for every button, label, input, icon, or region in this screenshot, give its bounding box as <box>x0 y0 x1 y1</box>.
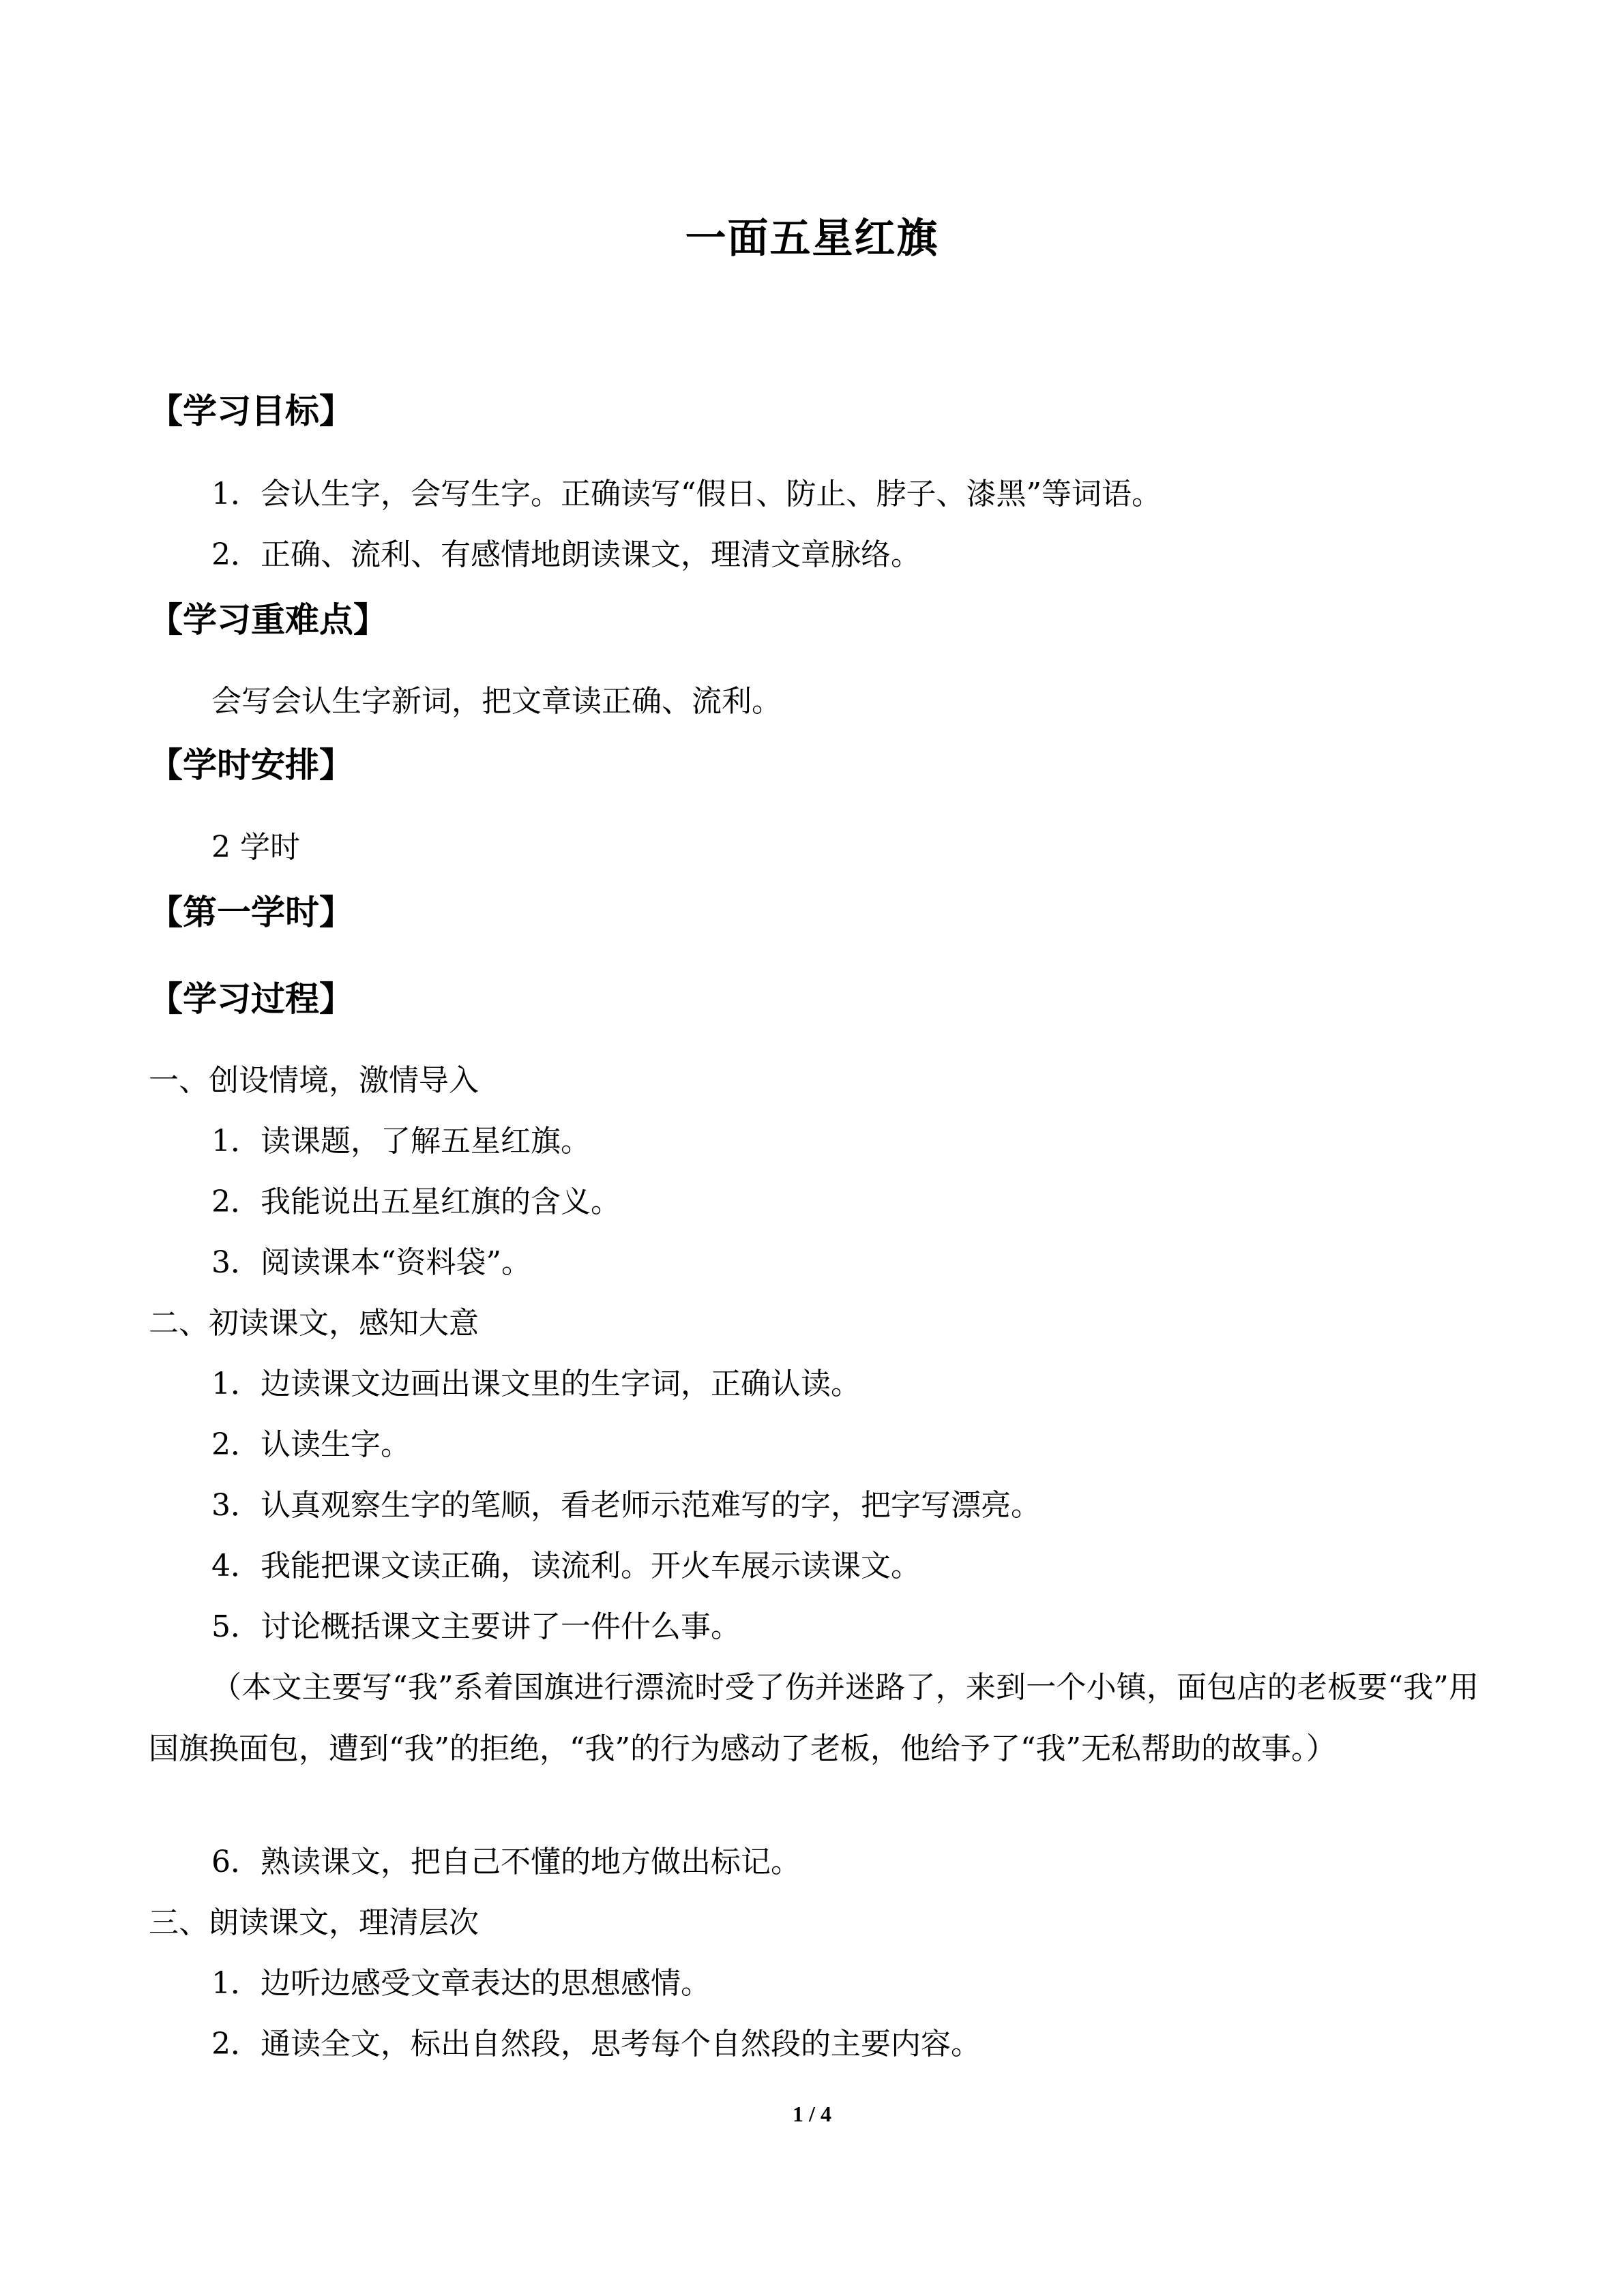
objective-item-1: 1．会认生字，会写生字。正确读写“假日、防止、脖子、漆黑”等词语。 <box>211 477 1162 511</box>
part3-item-1: 1．边听边感受文章表达的思想感情。 <box>211 1966 711 2001</box>
key-points-text: 会写会认生字新词，把文章读正确、流利。 <box>211 684 782 719</box>
part1-item-1: 1．读课题，了解五星红旗。 <box>211 1124 591 1159</box>
part2-item-3: 3．认真观察生字的笔顺，看老师示范难写的字，把字写漂亮。 <box>211 1488 1041 1523</box>
objective-item-2: 2．正确、流利、有感情地朗读课文，理清文章脉络。 <box>211 537 921 572</box>
document-title: 一面五星红旗 <box>685 215 939 263</box>
part3-item-2: 2．通读全文，标出自然段，思考每个自然段的主要内容。 <box>211 2027 981 2061</box>
process-part3-title: 三、朗读课文，理清层次 <box>149 1905 479 1940</box>
part2-summary-paragraph: （本文主要写“我”系着国旗进行漂流时受了伤并迷路了，来到一个小镇，面包店的老板要“我”用国旗换面包，遭到“我”的拒绝，“我”的行为感动了老板，他给予了“我”无私帮助的故事。） <box>149 1670 1479 1766</box>
part2-item-1: 1．边读课文边画出课文里的生字词，正确认读。 <box>211 1367 861 1401</box>
heading-key-points: 【学习重难点】 <box>149 600 387 640</box>
part2-item-4: 4．我能把课文读正确，读流利。开火车展示读课文。 <box>211 1549 921 1583</box>
part2-item-6: 6．熟读课文，把自己不懂的地方做出标记。 <box>211 1845 801 1879</box>
page-number: 1 / 4 <box>793 2102 831 2126</box>
heading-schedule: 【学时安排】 <box>149 745 353 785</box>
process-part1-title: 一、创设情境，激情导入 <box>149 1063 479 1098</box>
heading-objectives: 【学习目标】 <box>149 391 353 431</box>
heading-process: 【学习过程】 <box>149 979 353 1019</box>
part2-item-5: 5．讨论概括课文主要讲了一件什么事。 <box>211 1609 741 1644</box>
process-part2-title: 二、初读课文，感知大意 <box>149 1306 479 1341</box>
heading-first-period: 【第一学时】 <box>149 893 353 932</box>
part1-item-2: 2．我能说出五星红旗的含义。 <box>211 1184 621 1219</box>
part2-item-2: 2．认读生字。 <box>211 1427 411 1462</box>
part1-item-3: 3．阅读课本“资料袋”。 <box>211 1245 531 1280</box>
schedule-text: 2 学时 <box>211 830 300 865</box>
